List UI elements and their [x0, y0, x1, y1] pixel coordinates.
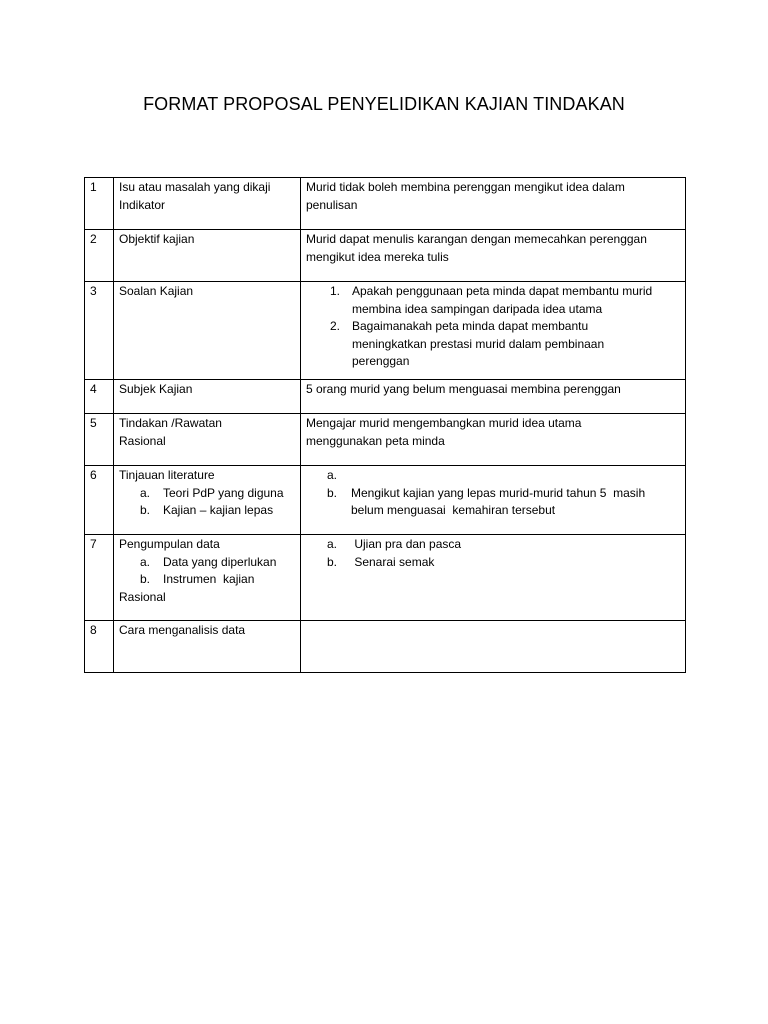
list-item-text: Instrumen kajian	[163, 572, 255, 586]
label-line: Tinjauan literature	[119, 468, 215, 482]
content-line: Murid tidak boleh membina perenggan mengikut idea dalam	[306, 180, 625, 194]
list-marker: a.	[140, 485, 151, 500]
content-line: Murid dapat menulis karangan dengan memecahkan perenggan	[306, 232, 647, 246]
data-collection-list	[306, 536, 680, 571]
label-line: Soalan Kajian	[119, 284, 194, 298]
list-item-line: Apakah penggunaan peta minda dapat membantu murid	[352, 284, 653, 298]
label-sub-list	[119, 485, 295, 520]
list-item	[119, 502, 295, 520]
row-label	[114, 535, 301, 621]
list-item-text: Teori PdP yang diguna	[163, 485, 284, 500]
content-line: menggunakan peta minda	[306, 433, 445, 448]
row-label	[114, 466, 301, 535]
row-content	[301, 414, 686, 466]
row-content	[301, 282, 686, 380]
list-item	[119, 554, 295, 572]
list-item	[306, 554, 680, 572]
list-marker: a.	[327, 468, 338, 482]
list-item-line: membina idea sampingan daripada idea utama	[352, 301, 603, 316]
list-item-text: Kajian – kajian lepas	[163, 503, 274, 517]
label-line: Isu atau masalah yang dikaji	[119, 180, 271, 194]
table-row	[85, 282, 686, 380]
list-item-line: perenggan	[352, 354, 410, 368]
label-line: Cara menganalisis data	[119, 623, 246, 637]
row-number: 8	[85, 621, 114, 673]
label-line: Tindakan /Rawatan	[119, 416, 222, 430]
row-label	[114, 414, 301, 466]
table-row	[85, 178, 686, 230]
list-item	[306, 467, 680, 485]
table-row	[85, 621, 686, 673]
content-line: Mengajar murid mengembangkan murid idea utama	[306, 416, 582, 430]
row-content	[301, 380, 686, 414]
list-item-line: Ujian pra dan pasca	[351, 537, 462, 551]
row-content	[301, 230, 686, 282]
row-label	[114, 230, 301, 282]
row-label	[114, 178, 301, 230]
list-marker: 2.	[330, 319, 341, 333]
table-row	[85, 466, 686, 535]
list-item	[119, 485, 295, 503]
row-content	[301, 535, 686, 621]
list-marker: b.	[327, 554, 338, 569]
label-line: Rasional	[119, 589, 166, 604]
table-row	[85, 414, 686, 466]
question-list	[306, 283, 680, 371]
list-item	[306, 283, 680, 318]
row-label	[114, 621, 301, 673]
row-label	[114, 282, 301, 380]
list-item	[306, 536, 680, 554]
list-item	[306, 485, 680, 520]
page-title: FORMAT PROPOSAL PENYELIDIKAN KAJIAN TINDAKAN	[143, 94, 625, 114]
list-marker: b.	[140, 503, 151, 517]
row-number: 3	[85, 282, 114, 380]
table-row	[85, 380, 686, 414]
proposal-table	[84, 177, 686, 673]
label-line: Objektif kajian	[119, 232, 195, 246]
list-item-line: belum menguasai kemahiran tersebut	[351, 503, 556, 517]
row-content	[301, 621, 686, 673]
table-row	[85, 230, 686, 282]
table-row	[85, 535, 686, 621]
label-line: Pengumpulan data	[119, 537, 220, 551]
content-line: 5 orang murid yang belum menguasai membina perenggan	[306, 382, 621, 396]
row-content	[301, 178, 686, 230]
list-item-line: meningkatkan prestasi murid dalam pembinaan	[352, 336, 605, 351]
row-number: 1	[85, 178, 114, 230]
list-marker: a.	[327, 537, 338, 551]
content-line: mengikut idea mereka tulis	[306, 249, 449, 264]
content-line: penulisan	[306, 197, 358, 212]
row-number: 4	[85, 380, 114, 414]
list-item-line: Senarai semak	[351, 554, 435, 569]
list-item-text: Data yang diperlukan	[163, 554, 277, 569]
row-number: 6	[85, 466, 114, 535]
list-item-line: Bagaimanakah peta minda dapat membantu	[352, 319, 589, 333]
list-item-line: Mengikut kajian yang lepas murid-murid tahun 5 masih	[351, 485, 646, 500]
label-sub-list	[119, 554, 295, 589]
list-marker: a.	[140, 554, 151, 569]
label-line: Subjek Kajian	[119, 382, 193, 396]
list-marker: b.	[327, 485, 338, 500]
list-marker: b.	[140, 572, 151, 586]
row-content	[301, 466, 686, 535]
label-line: Rasional	[119, 433, 166, 448]
list-item	[119, 571, 295, 589]
row-number: 5	[85, 414, 114, 466]
row-number: 7	[85, 535, 114, 621]
row-label	[114, 380, 301, 414]
list-marker: 1.	[330, 284, 341, 298]
row-number: 2	[85, 230, 114, 282]
list-item	[306, 318, 680, 371]
literature-list	[306, 467, 680, 520]
label-line: Indikator	[119, 197, 166, 212]
